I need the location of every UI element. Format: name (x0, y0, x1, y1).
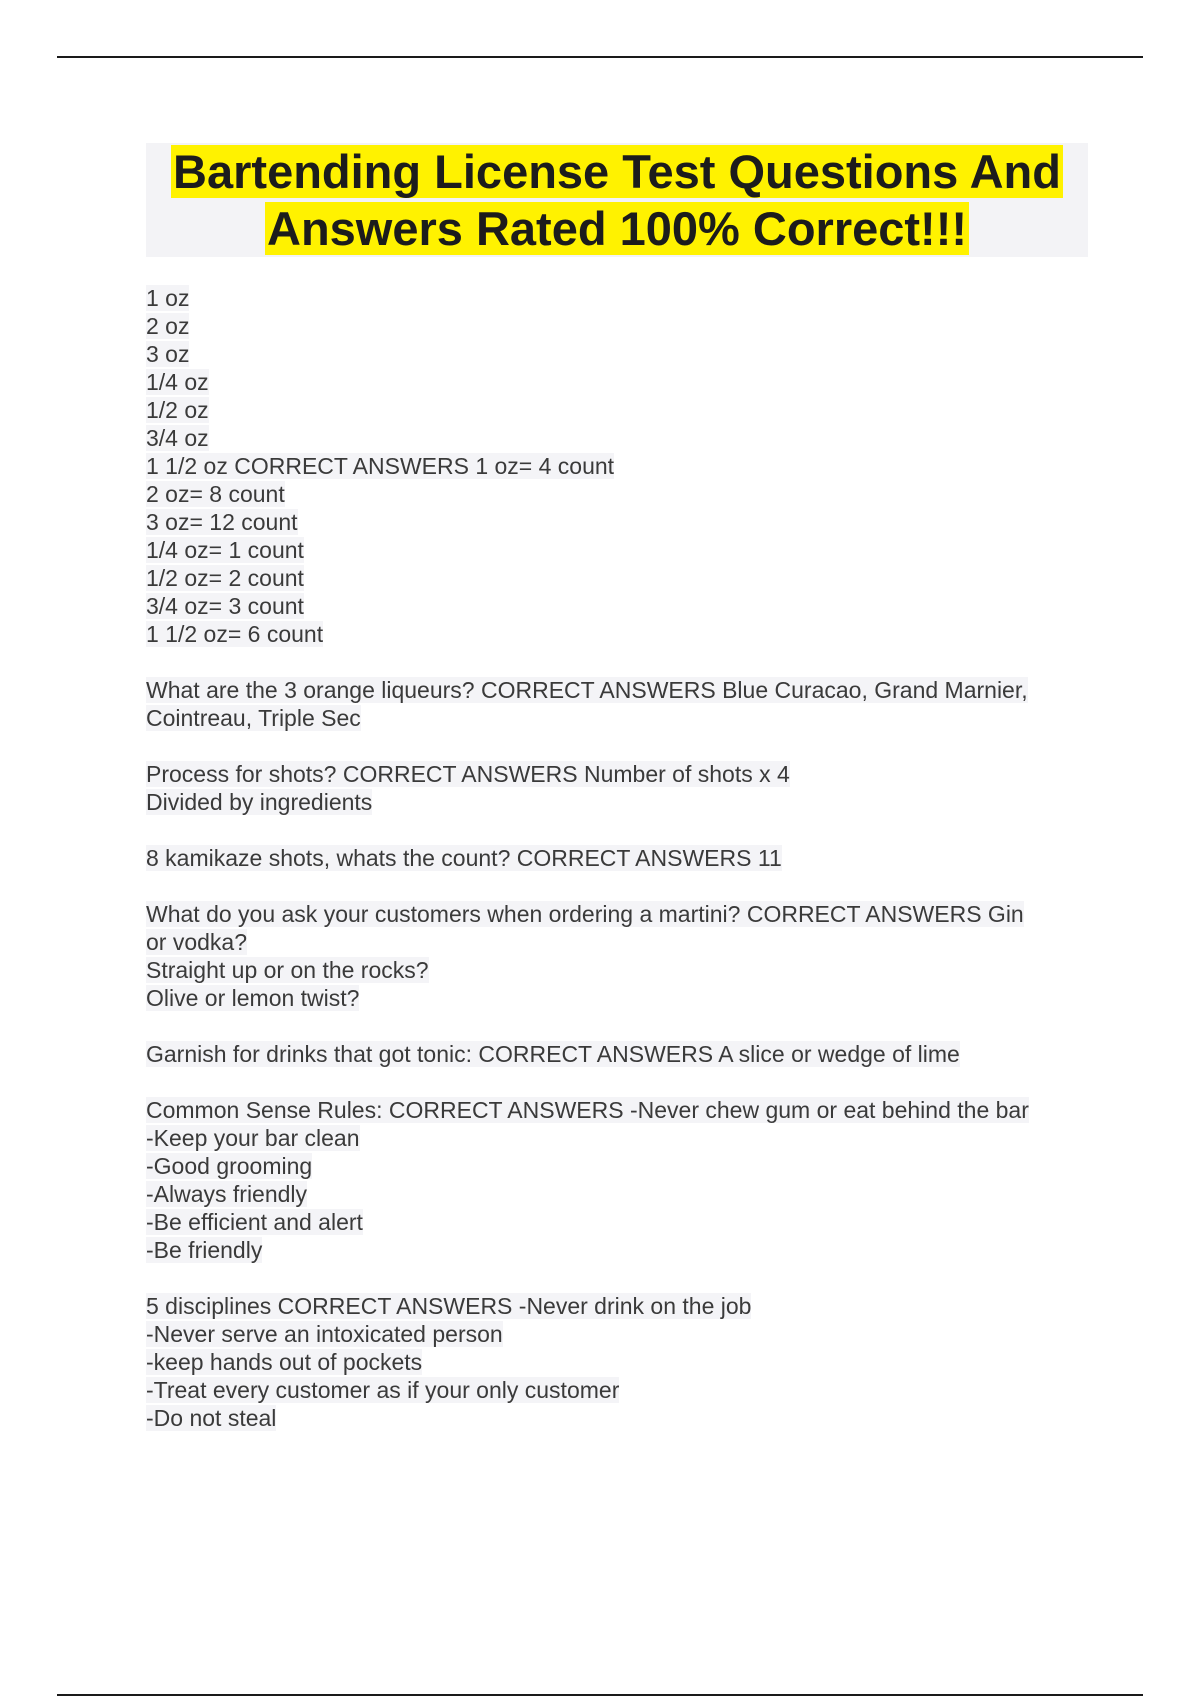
qa-block-text: 8 kamikaze shots, whats the count? CORRECT ANSWERS 11 (146, 845, 782, 871)
qa-block-kamikaze (146, 844, 1106, 872)
title-area (146, 143, 1088, 257)
qa-block-common-sense (146, 1096, 1106, 1264)
page-title (146, 143, 1088, 257)
qa-block-shots-process (146, 760, 1106, 816)
qa-block-text: What are the 3 orange liqueurs? CORRECT ANSWERS Blue Curacao, Grand Marnier, Cointreau, Triple Sec (146, 677, 1028, 731)
title-highlight: Bartending License Test Questions And Answers Rated 100% Correct!!! (173, 145, 1061, 255)
bottom-rule (57, 1694, 1143, 1696)
qa-block-text: 5 disciplines CORRECT ANSWERS -Never drink on the job -Never serve an intoxicated person -keep hands out of pockets -Treat every customer as if your only customer -Do not steal (146, 1293, 752, 1431)
qa-block-text: Process for shots? CORRECT ANSWERS Number of shots x 4 Divided by ingredients (146, 761, 790, 815)
qa-block-oz-counts (146, 284, 1106, 648)
qa-block-orange-liqueurs (146, 676, 1106, 732)
document-body (146, 284, 1106, 1460)
qa-block-text: What do you ask your customers when ordering a martini? CORRECT ANSWERS Gin or vodka? Straight up or on the rocks? Olive or lemon twist? (146, 901, 1024, 1011)
qa-block-text: 1 oz 2 oz 3 oz 1/4 oz 1/2 oz 3/4 oz 1 1/2 oz CORRECT ANSWERS 1 oz= 4 count 2 oz= 8 count 3 oz= 12 count 1/4 oz= 1 count 1/2 oz= 2 count 3/4 oz= 3 count 1 1/2 oz= 6 count (146, 285, 615, 647)
qa-block-martini (146, 900, 1106, 1012)
top-rule (57, 56, 1143, 58)
qa-block-disciplines (146, 1292, 1106, 1432)
qa-block-text: Garnish for drinks that got tonic: CORRECT ANSWERS A slice or wedge of lime (146, 1041, 960, 1067)
qa-block-tonic-garnish (146, 1040, 1106, 1068)
qa-block-text: Common Sense Rules: CORRECT ANSWERS -Never chew gum or eat behind the bar -Keep your bar clean -Good grooming -Always friendly -Be efficient and alert -Be friendly (146, 1097, 1029, 1263)
